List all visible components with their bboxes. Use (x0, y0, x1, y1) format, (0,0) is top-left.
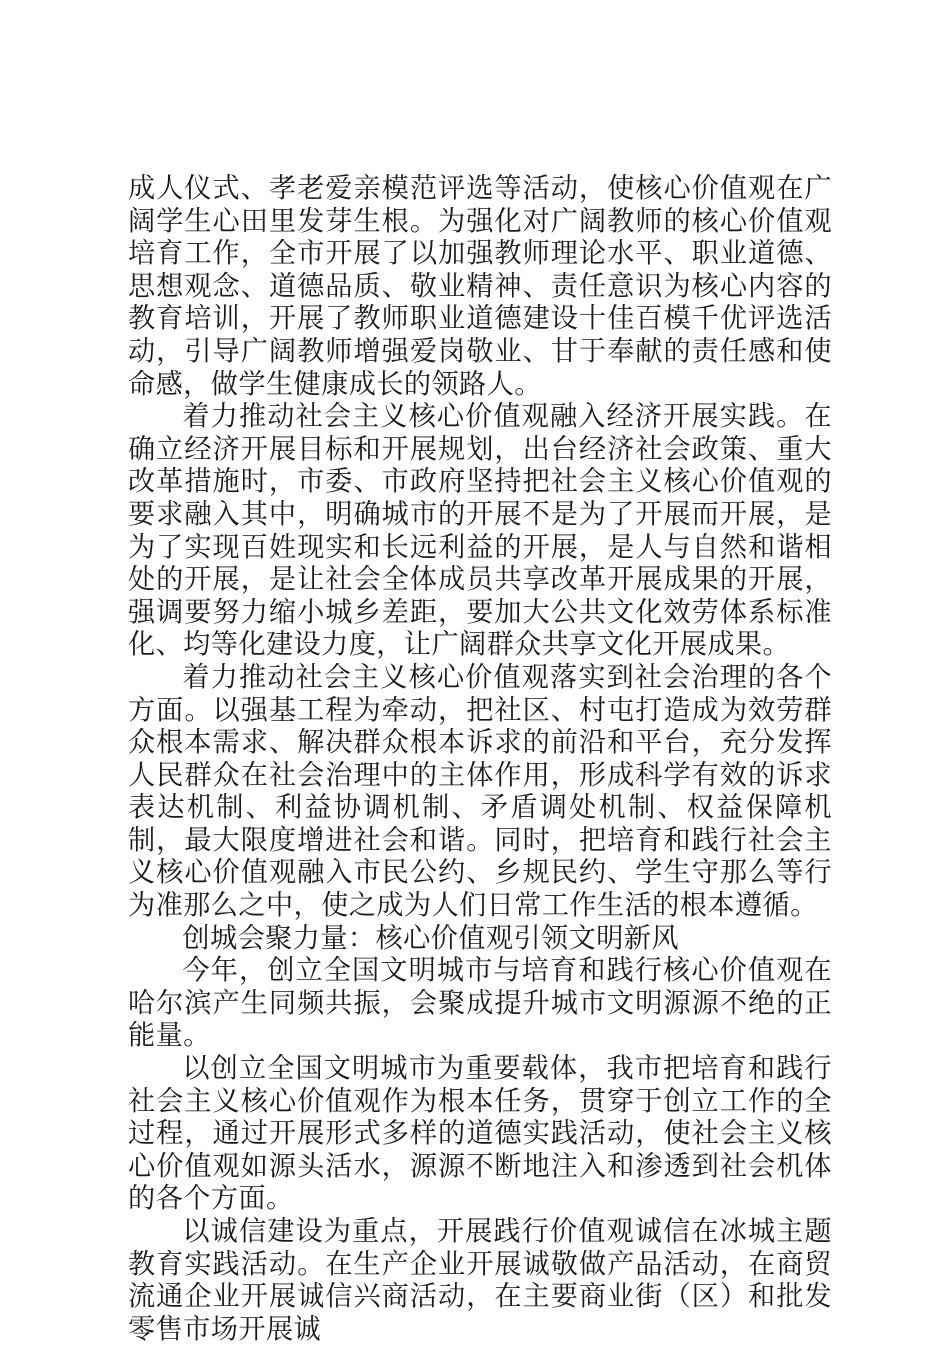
paragraph-continuation: 成人仪式、孝老爱亲模范评选等活动，使核心价值观在广阔学生心田里发芽生根。为强化对广阔教师的核心价值观培育工作，全市开展了以加强教师理论水平、职业道德、思想观念、道德品质、敬业精神、责任意识为核心内容的教育培训，开展了教师职业道德建设十佳百模千优评选活动，引导广阔教师增强爱岗敬业、甘于奉献的责任感和使命感，做学生健康成长的领路人。 (128, 173, 832, 400)
paragraph-integrity: 以诚信建设为重点，开展践行价值观诚信在冰城主题教育实践活动。在生产企业开展诚敬做产品活动，在商贸流通企业开展诚信兴商活动，在主要商业街（区）和批发零售市场开展诚 (128, 1216, 832, 1345)
section-heading: 创城会聚力量：核心价值观引领文明新风 (182, 922, 679, 954)
paragraph-carrier: 以创立全国文明城市为重要载体，我市把培育和践行社会主义核心价值观作为根本任务，贯穿于创立工作的全过程，通过开展形式多样的道德实践活动，使社会主义核心价值观如源头活水，源源不断地注入和渗透到社会机体的各个方面。 (128, 1053, 832, 1215)
document-body (128, 173, 832, 1346)
paragraph-governance: 着力推动社会主义核心价值观落实到社会治理的各个方面。以强基工程为牵动，把社区、村屯打造成为效劳群众根本需求、解决群众根本诉求的前沿和平台，充分发挥人民群众在社会治理中的主体作用，形成科学有效的诉求表达机制、利益协调机制、矛盾调处机制、权益保障机制，最大限度增进社会和谐。同时，把培育和践行社会主义核心价值观融入市民公约、乡规民约、学生守那么等行为准那么之中，使之成为人们日常工作生活的根本遵循。 (128, 661, 832, 922)
paragraph-intro: 今年，创立全国文明城市与培育和践行核心价值观在哈尔滨产生同频共振，会聚成提升城市文明源源不绝的正能量。 (128, 955, 832, 1052)
paragraph-economy: 着力推动社会主义核心价值观融入经济开展实践。在确立经济开展目标和开展规划，出台经济社会政策、重大改革措施时，市委、市政府坚持把社会主义核心价值观的要求融入其中，明确城市的开展不是为了开展而开展，是为了实现百姓现实和长远利益的开展，是人与自然和谐相处的开展，是让社会全体成员共享改革开展成果的开展，强调要努力缩小城乡差距，要加大公共文化效劳体系标准化、均等化建设力度，让广阔群众共享文化开展成果。 (128, 401, 832, 661)
